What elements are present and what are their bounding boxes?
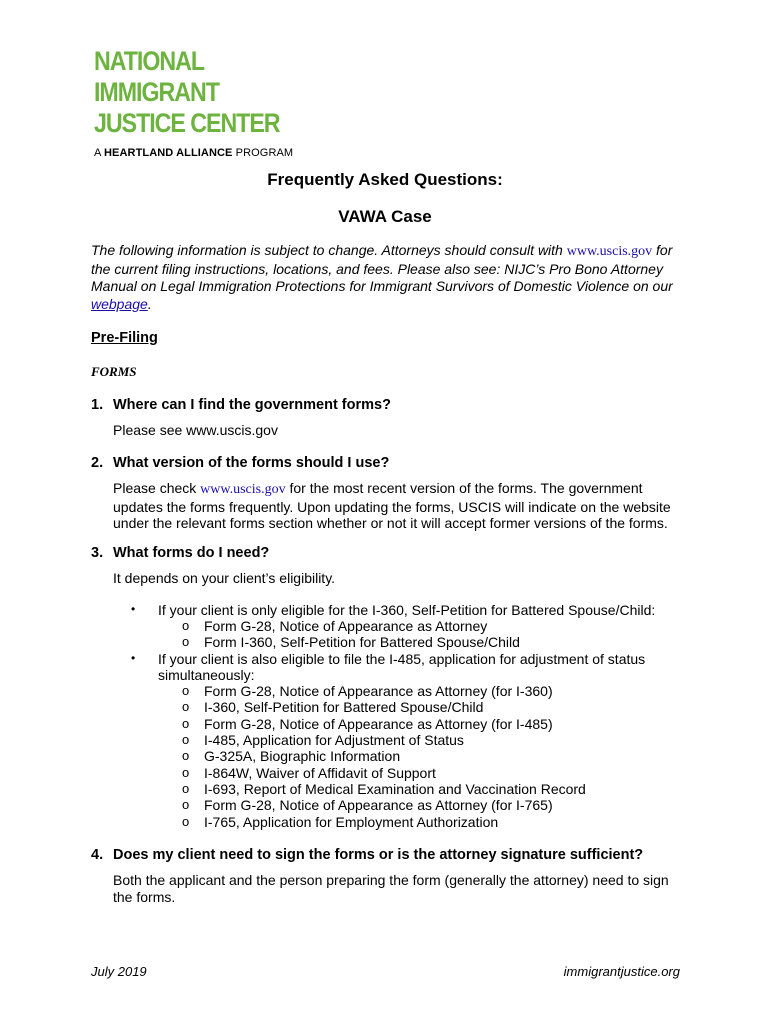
sub-list-item-text: Form G-28, Notice of Appearance as Attorney (for I-360)	[204, 683, 553, 699]
question-number: 4.	[91, 847, 104, 863]
sub-bullet-marker: o	[182, 748, 190, 763]
sub-list-item-text: Form G-28, Notice of Appearance as Attorney (for I-485)	[204, 716, 553, 732]
sub-bullet-marker: o	[182, 781, 190, 796]
answer-1: Please see www.uscis.gov	[113, 422, 278, 438]
uscis-link-2[interactable]: www.uscis.gov	[200, 482, 286, 497]
question-number: 3.	[91, 545, 104, 561]
page-subtitle: VAWA Case	[338, 207, 432, 226]
sub-list-item-text: I-864W, Waiver of Affidavit of Support	[204, 765, 436, 781]
logo-tag-brand: HEARTLAND ALLIANCE	[104, 147, 233, 159]
logo-line-1: NATIONAL	[94, 46, 204, 76]
sub-list-item-text: Form G-28, Notice of Appearance as Attorney (for I-765)	[204, 797, 553, 813]
sub-bullet-marker: o	[182, 716, 190, 731]
logo-tag-prefix: A	[94, 147, 101, 159]
sub-list-item-text: G-325A, Biographic Information	[204, 748, 401, 764]
footer-site: immigrantjustice.org	[563, 964, 680, 979]
subsection-heading-forms: FORMS	[91, 364, 137, 379]
sub-bullet-marker: o	[182, 634, 190, 649]
bullet-marker: •	[131, 651, 136, 665]
question-3	[91, 545, 269, 561]
webpage-link[interactable]: webpage	[91, 295, 148, 312]
sub-bullet-marker: o	[182, 618, 190, 633]
section-heading-pre-filing: Pre-Filing	[91, 330, 158, 346]
question-text: What forms do I need?	[113, 545, 270, 561]
answer-2-rest: for the most recent version of the forms. The government updates the forms frequently. Upon updating the forms, USCIS will indicate on the website under the relevant forms section whether or not it will accept former versions of the forms.	[113, 480, 671, 531]
intro-text-middle: for the current filing instructions, locations, and fees. Please also see: NIJC’s Pro Bono Attorney Manual on Legal Immigration Protections for Immigrant Survivors of Domestic Violence on our	[91, 242, 673, 294]
question-4	[91, 847, 643, 863]
sub-list-item-text: I-360, Self-Petition for Battered Spouse/Child	[204, 699, 484, 715]
list-item-text: If your client is also eligible to file the I-485, application for adjustment of status	[158, 651, 646, 667]
sub-bullet-marker: o	[182, 683, 190, 698]
question-number: 2.	[91, 455, 104, 471]
sub-bullet-marker: o	[182, 797, 190, 812]
sub-bullet-marker: o	[182, 699, 190, 714]
logo-line-2: IMMIGRANT	[94, 77, 219, 107]
logo-tag-suffix: PROGRAM	[235, 147, 294, 159]
sub-list-item-text: I-485, Application for Adjustment of Status	[204, 732, 464, 748]
answer-2	[113, 480, 683, 532]
question-1	[91, 397, 391, 413]
bullet-marker: •	[131, 602, 136, 616]
intro-text-start: The following information is subject to change. Attorneys should consult with	[91, 242, 567, 258]
footer-date: July 2019	[91, 964, 147, 979]
question-text: Where can I find the government forms?	[113, 397, 391, 413]
intro-paragraph	[91, 242, 681, 313]
logo-line-3: JUSTICE CENTER	[94, 108, 280, 138]
sub-bullet-marker: o	[182, 814, 190, 829]
sub-list-item-text: Form G-28, Notice of Appearance as Attorney	[204, 618, 488, 634]
logo-tagline	[94, 147, 310, 159]
sub-list-item-text: Form I-360, Self-Petition for Battered Spouse/Child	[204, 634, 520, 650]
list-item-text: If your client is only eligible for the I-360, Self-Petition for Battered Spouse/Child:	[158, 602, 656, 618]
answer-4: Both the applicant and the person preparing the form (generally the attorney) need to sign the forms.	[113, 872, 669, 905]
page-title: Frequently Asked Questions:	[267, 170, 503, 189]
question-text: What version of the forms should I use?	[113, 455, 390, 471]
answer-3: It depends on your client’s eligibility.	[113, 570, 336, 586]
uscis-link[interactable]: www.uscis.gov	[566, 244, 653, 259]
answer-2-start: Please check	[113, 480, 201, 496]
sub-list-item-text: I-693, Report of Medical Examination and Vaccination Record	[204, 781, 586, 797]
question-text: Does my client need to sign the forms or is the attorney signature sufficient?	[113, 847, 644, 863]
intro-text-end: .	[147, 295, 152, 312]
question-2	[91, 455, 389, 471]
sub-bullet-marker: o	[182, 732, 190, 747]
nijc-logo	[94, 46, 310, 159]
sub-bullet-marker: o	[182, 765, 190, 780]
sub-list-item-text: I-765, Application for Employment Authorization	[204, 814, 499, 830]
question-number: 1.	[91, 397, 104, 413]
list-item-text: simultaneously:	[158, 667, 255, 683]
